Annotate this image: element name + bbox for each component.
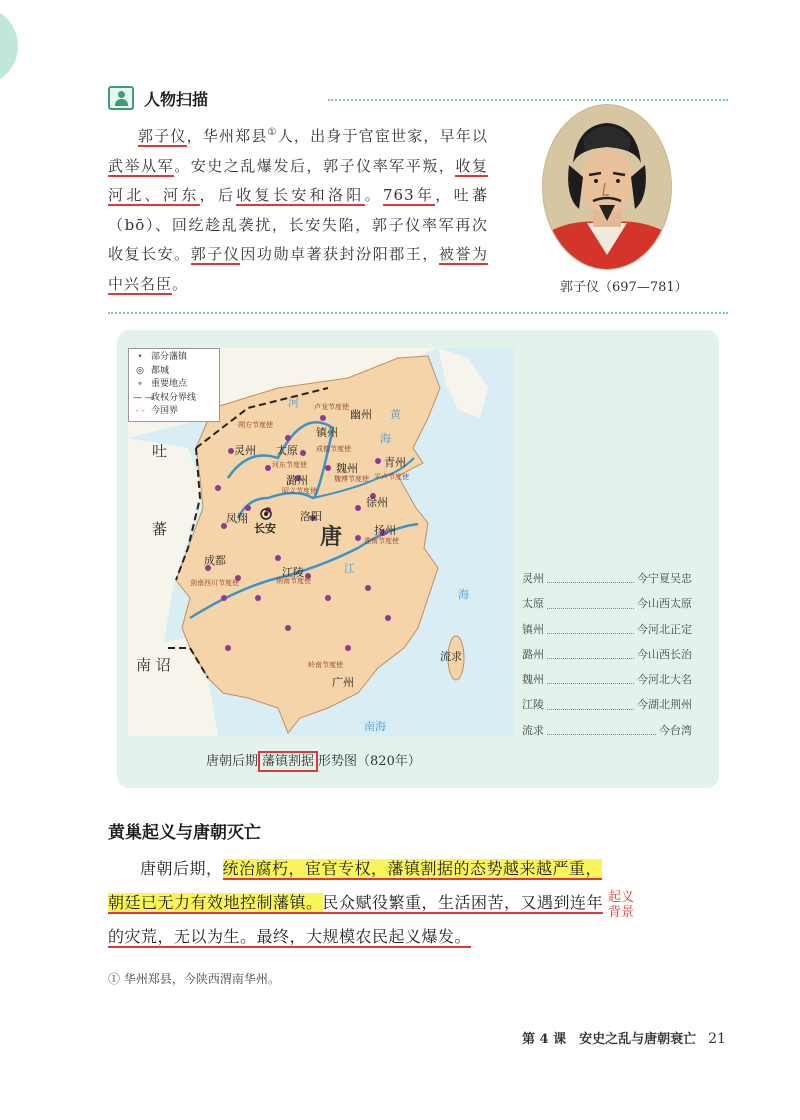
map-label-nanzhao: 南 诏 (136, 656, 171, 674)
map-label-jiedushi: 岭南节度使 (308, 661, 343, 669)
dotted-divider (328, 99, 728, 101)
caption-prefix: 唐朝后期 (206, 754, 259, 769)
map-label-youzhou: 幽州 (350, 408, 372, 421)
legend-label: 政权分界线 (151, 392, 197, 403)
glossary-row (522, 642, 692, 667)
glossary-old: 太原 (522, 597, 544, 611)
underlined-text: 民众赋役繁重，生活困苦，又遇到连年的灾荒，无以为生。最终，大规模农民起义爆发。 (108, 893, 604, 946)
glossary-new: 今河北正定 (637, 622, 692, 636)
place-name-glossary (522, 566, 692, 743)
glossary-new: 今山西太原 (637, 597, 692, 611)
map-label-luoyang: 洛阳 (300, 510, 322, 523)
map-label-qingzhou: 青州 (384, 456, 406, 469)
legend-label: 今国界 (151, 406, 179, 416)
map-label-changan: 长安 (254, 522, 276, 535)
footnote: ① 华州郑县，今陕西渭南华州。 (108, 972, 280, 986)
map-label-nanhai: 南海 (364, 720, 386, 733)
legend-symbol: — — (133, 392, 154, 403)
map-label-lingzhou: 灵州 (234, 444, 256, 457)
map-label-weizhou: 魏州 (336, 462, 358, 475)
map-label-yangzhou: 扬州 (374, 524, 396, 537)
map-caption (206, 750, 421, 769)
map-label-jiangling: 江陵 (282, 566, 304, 579)
map-label-hai: 海 (380, 432, 391, 445)
legend-label: 重要地点 (151, 379, 188, 389)
map-label-he: 河 (288, 396, 299, 409)
highlighted-text: 统治腐朽，宦官专权，藩镇割据的态势越来越严重，朝廷已无力有效地控制藩镇。 (108, 859, 603, 912)
legend-symbol: ∘ (137, 379, 143, 389)
legend-symbol: - - (135, 406, 145, 416)
bio-text-segment: ，后 (199, 186, 237, 204)
map-label-hai: 海 (458, 588, 469, 601)
map-label-xuzhou: 徐州 (366, 496, 388, 509)
section-title: 人物扫描 (144, 90, 209, 109)
map-legend (128, 348, 220, 422)
bio-text-segment: 。 (364, 186, 383, 204)
glossary-old: 流求 (522, 723, 544, 737)
person-icon (108, 86, 134, 110)
legend-symbol: • (137, 352, 143, 362)
map-label-jiedushi: 成德节度使 (316, 445, 351, 453)
bio-underlined-phrase: 被誉为中兴名臣 (108, 245, 488, 293)
dotted-separator (108, 312, 728, 314)
map-label-jiedushi: 淮南节度使 (364, 537, 399, 545)
bio-underlined-phrase: 郭子仪 (138, 127, 187, 145)
map-label-luzhou: 潞州 (286, 474, 308, 487)
map-label-taiyuan: 太原 (276, 444, 298, 457)
page-number: 21 (708, 1031, 726, 1047)
glossary-old: 灵州 (522, 572, 544, 585)
lesson-title: 第 4 课 安史之乱与唐朝衰亡 (522, 1032, 697, 1047)
glossary-old: 镇州 (522, 622, 544, 636)
caption-suffix: 形势图（820年） (318, 754, 421, 769)
map-label-huanghai: 黄 (390, 408, 401, 421)
map-label-chengdu: 成都 (204, 554, 226, 567)
section-heading: 黄巢起义与唐朝灭亡 (108, 823, 261, 843)
map-label-zhenzhou: 镇州 (316, 426, 338, 439)
glossary-new: 今河北大名 (637, 673, 692, 687)
map-label-tu: 吐 (152, 442, 168, 460)
bio-underlined-phrase: 763年 (383, 186, 436, 204)
section-header (108, 84, 728, 114)
bio-underlined-phrase: 郭子仪 (190, 245, 241, 263)
map-label-jiedushi: 荆南节度使 (276, 577, 311, 585)
glossary-old: 魏州 (522, 673, 544, 687)
bio-text-segment: 人，出身于官宦世家，早年以 (277, 127, 488, 145)
para-intro: 唐朝后期， (140, 859, 223, 878)
map-label-jiang: 江 (344, 562, 355, 575)
legend-label: 部分藩镇 (151, 352, 188, 362)
glossary-row (522, 718, 692, 743)
glossary-new: 今宁夏吴忠 (637, 572, 692, 585)
glossary-row (522, 591, 692, 616)
map-label-jiedushi: 魏博节度使 (334, 475, 369, 483)
map-label-fan: 蕃 (152, 520, 168, 538)
page-corner-tab (0, 6, 18, 86)
legend-symbol: ◎ (136, 365, 144, 376)
biography-text (108, 118, 488, 299)
glossary-new: 今台湾 (659, 723, 692, 737)
glossary-row (522, 617, 692, 642)
glossary-new: 今山西长治 (637, 647, 692, 661)
margin-annotation: 起义背景 (607, 890, 634, 920)
map-label-jiedushi: 剑南西川节度使 (190, 579, 239, 587)
portrait-caption: 郭子仪（697—781） (560, 280, 688, 295)
bio-text-segment: 。安史之乱爆发后，郭子仪率军平叛， (174, 156, 456, 175)
portrait-image (542, 104, 672, 270)
map-label-fengxiang: 凤翔 (226, 512, 248, 525)
map-label-guangzhou: 广州 (332, 676, 354, 689)
map-label-jiedushi: 卢龙节度使 (314, 403, 349, 411)
page-footer (522, 1028, 726, 1047)
map-label-jiedushi: 平卢节度使 (374, 473, 409, 481)
legend-label: 都城 (151, 365, 170, 376)
bio-text-segment: ，华州郑县 (186, 127, 268, 145)
glossary-new: 今湖北荆州 (637, 698, 692, 712)
bio-text-segment: ① (267, 127, 278, 138)
bio-underlined-phrase: 武举从军 (108, 156, 175, 175)
glossary-row (522, 692, 692, 717)
map-label-jiedushi: 昭义节度使 (282, 487, 317, 495)
glossary-old: 江陵 (522, 698, 544, 712)
glossary-row (522, 667, 692, 692)
bio-underlined-phrase: 收复河北、河东 (108, 156, 488, 204)
caption-boxed-term: 藩镇割据 (258, 751, 318, 772)
glossary-old: 潞州 (522, 647, 544, 661)
tang-map (128, 348, 514, 736)
map-label-jiedushi: 朔方节度使 (238, 421, 273, 429)
map-label-tang: 唐 (320, 525, 343, 550)
map-label-liuqiu: 流求 (440, 650, 462, 663)
map-label-jiedushi: 河东节度使 (272, 461, 307, 469)
main-paragraph (108, 852, 604, 954)
bio-text-segment: 。 (172, 274, 189, 293)
bio-text-segment: ，吐蕃（bō）、回纥趁乱袭扰，长安失陷，郭子仪率军再次收复长安。 (108, 186, 488, 263)
bio-text-segment: 因功勋卓著获封汾阳郡王， (240, 245, 439, 263)
bio-underlined-phrase: 收复长安和洛阳 (236, 186, 365, 204)
glossary-row (522, 566, 692, 591)
